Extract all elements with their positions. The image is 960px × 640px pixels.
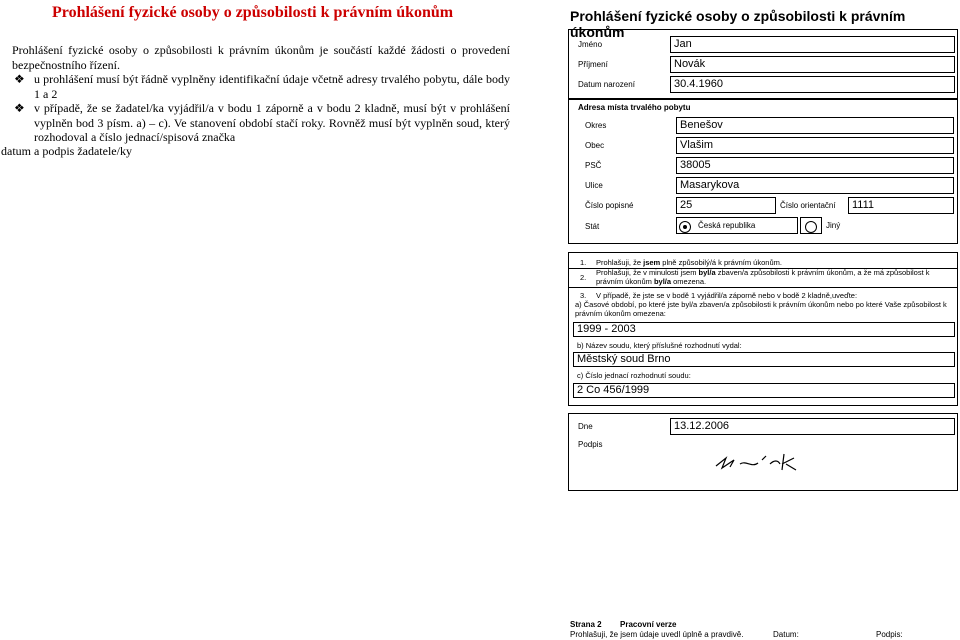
- declaration-3-number: 3.: [580, 291, 587, 300]
- declaration-2-emphasis-a: byl/a: [698, 268, 716, 277]
- footer-sign-label: Podpis:: [876, 630, 903, 639]
- state-other-radio[interactable]: [805, 221, 817, 233]
- case-number-field[interactable]: 2 Co 456/1999: [573, 383, 955, 398]
- period-field[interactable]: 1999 - 2003: [573, 322, 955, 337]
- footer-date-label: Datum:: [773, 630, 799, 639]
- declaration-1-text-b: plně způsobilý/á k právním úkonům.: [660, 258, 782, 267]
- house-number-field[interactable]: 25: [676, 197, 776, 214]
- address-header: Adresa místa trvalého pobytu: [578, 103, 691, 112]
- date-field[interactable]: 13.12.2006: [670, 418, 955, 435]
- footer-page-number: Strana 2: [570, 620, 602, 629]
- municipality-field[interactable]: Vlašim: [676, 137, 954, 154]
- house-number-label: Číslo popisné: [585, 201, 634, 210]
- signature-stroke: [716, 454, 796, 470]
- sign-label: Podpis: [578, 440, 603, 449]
- declaration-2-text-a: Prohlašuji, že v minulosti jsem: [596, 268, 699, 277]
- birthdate-field[interactable]: 30.4.1960: [670, 76, 955, 93]
- list-item: [12, 72, 510, 101]
- birthdate-label: Datum narození: [578, 80, 635, 89]
- intro-paragraph: Prohlášení fyzické osoby o způsobilosti k právním úkonům je součástí každé žádosti o provedení bezpečnostního řízení.: [12, 43, 510, 72]
- diamond-bullet-icon: ❖: [14, 72, 25, 86]
- name-field[interactable]: Jan: [670, 36, 955, 53]
- form-title: Prohlášení fyzické osoby o způsobilosti k právním úkonům: [570, 8, 906, 40]
- declaration-2-number: 2.: [580, 273, 587, 282]
- list-item: [12, 101, 510, 145]
- court-field[interactable]: Městský soud Brno: [573, 352, 955, 367]
- instruction-list: [12, 72, 510, 145]
- case-number-label: c) Číslo jednací rozhodnutí soudu:: [577, 371, 691, 380]
- handwritten-signature: [712, 450, 802, 474]
- declaration-1-emphasis: jsem: [643, 258, 661, 267]
- state-label: Stát: [585, 222, 600, 231]
- municipality-label: Obec: [585, 141, 605, 150]
- list-item-text: v případě, že se žadatel/ka vyjádřil/a v bodu 1 záporně a v bodu 2 kladně, musí být v prohlášení vyplněn bod 3 písm. a) – c). Ve stanovení období stačí roky. Rovněž musí být vyplněn soud, který rozhodoval a číslo jednací/spisová značka: [34, 101, 510, 144]
- page-title: Prohlášení fyzické osoby o způsobilosti k právním úkonům: [52, 4, 454, 21]
- declaration-2-text-c: omezena.: [671, 277, 707, 286]
- state-other-label: Jiný: [826, 221, 841, 230]
- name-label: Jméno: [578, 40, 603, 49]
- street-label: Ulice: [585, 181, 603, 190]
- period-label: a) Časové období, po které jste byl/a zbaven/a způsobilosti k právním úkonům nebo po které Vaše způsobilost k právním úkonům omezena:: [575, 300, 947, 318]
- date-label: Dne: [578, 422, 593, 431]
- court-label: b) Název soudu, který příslušné rozhodnutí vydal:: [577, 341, 742, 350]
- declaration-1-text-a: Prohlašuji, že: [596, 258, 644, 267]
- declaration-2: [596, 268, 951, 286]
- footer-version: Pracovní verze: [620, 620, 677, 629]
- zip-label: PSČ: [585, 161, 602, 170]
- orientation-number-field[interactable]: 1111: [848, 197, 954, 214]
- surname-label: Příjmení: [578, 60, 608, 69]
- declaration-1: [596, 258, 951, 267]
- footer-statement: Prohlašuji, že jsem údaje uvedl úplně a pravdivě.: [570, 630, 744, 639]
- declaration-2-text-b: zbaven/a způsobilosti k právním úkonům, a že má způsobilost k právním úkonům: [596, 268, 930, 286]
- surname-field[interactable]: Novák: [670, 56, 955, 73]
- zip-field[interactable]: 38005: [676, 157, 954, 174]
- state-cz-label: Česká republika: [698, 221, 756, 230]
- divider: [568, 287, 957, 288]
- district-field[interactable]: Benešov: [676, 117, 954, 134]
- orientation-number-label: Číslo orientační: [780, 201, 836, 210]
- diamond-bullet-icon: ❖: [14, 101, 25, 115]
- closing-note: datum a podpis žadatele/ky: [1, 144, 132, 158]
- list-item-text: u prohlášení musí být řádně vyplněny identifikační údaje včetně adresy trvalého pobytu, dále body 1 a 2: [34, 72, 510, 101]
- declaration-1-number: 1.: [580, 258, 587, 267]
- declaration-2-emphasis-b: byl/a: [653, 277, 672, 286]
- street-field[interactable]: Masarykova: [676, 177, 954, 194]
- state-cz-radio[interactable]: [679, 221, 691, 233]
- district-label: Okres: [585, 121, 607, 130]
- declaration-3: V případě, že jste se v bodě 1 vyjádřil/a záporně nebo v bodě 2 kladně,uveďte:: [596, 291, 858, 300]
